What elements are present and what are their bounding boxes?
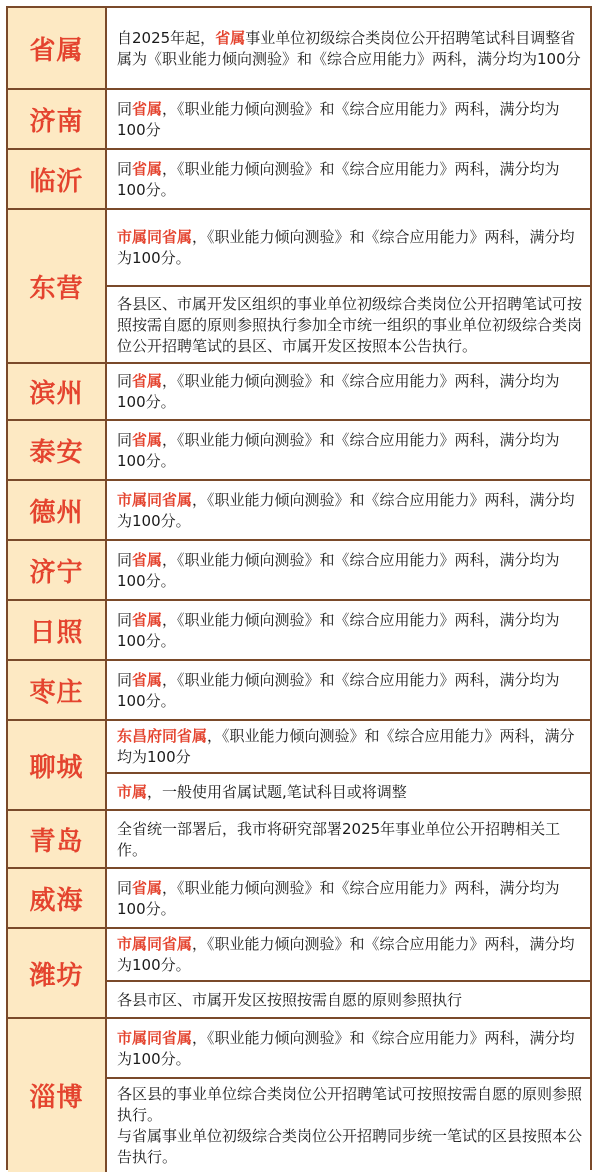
table-row [8, 8, 590, 90]
highlight-text: 省属 [132, 372, 163, 390]
content-cell [107, 8, 590, 88]
recruitment-table [6, 6, 592, 1170]
body-text: 事业单位初级综合类岗位公开招聘笔试科目调整省属为《职业能力倾向测验》和《综合应用能力》两科，满分均为100分 [117, 28, 581, 68]
city-label: 威海 [8, 869, 107, 927]
body-text: 各区县的事业单位综合类岗位公开招聘笔试可按照按需自愿的原则参照执行。 [117, 1085, 583, 1124]
content-cell [107, 661, 590, 719]
body-text: 同 [117, 878, 133, 897]
highlight-text: 省属 [132, 159, 163, 178]
body-text: 同 [117, 430, 133, 449]
row-content [107, 8, 590, 88]
body-text: 同 [117, 372, 133, 390]
row-content [107, 90, 590, 148]
highlight-text: 省属 [132, 550, 163, 569]
highlight-text: 市属同省属 [117, 490, 193, 509]
city-label: 省属 [8, 8, 107, 88]
body-text: 各县区、市属开发区组织的事业单位初级综合类岗位公开招聘笔试可按照按需自愿的原则参照执行参加全市统一组织的事业单位初级综合类岗位公开招聘笔试的县区、市属开发区按照本公告执行。 [117, 294, 583, 355]
table-row [8, 811, 590, 869]
body-text: 同 [117, 159, 133, 178]
city-label: 青岛 [8, 811, 107, 867]
table-row [8, 601, 590, 661]
highlight-text: 省属 [132, 610, 163, 629]
table-row [8, 721, 590, 811]
body-text: ，《职业能力倾向测验》和《综合应用能力》两科，满分均为100分 [117, 727, 575, 766]
content-cell [107, 210, 590, 285]
content-cell [107, 364, 590, 419]
city-label: 泰安 [8, 421, 107, 479]
content-cell [107, 541, 590, 599]
body-text: ，《职业能力倾向测验》和《综合应用能力》两科，满分均为100分。 [117, 1028, 575, 1068]
content-cell [107, 481, 590, 539]
body-text: 各县市区、市属开发区按照按需自愿的原则参照执行 [117, 990, 463, 1009]
body-text: 自2025年起， [117, 28, 216, 47]
body-text: 同 [117, 550, 133, 569]
content-cell [107, 772, 590, 809]
body-text: 同 [117, 670, 133, 689]
row-content [107, 421, 590, 479]
body-text: ，《职业能力倾向测验》和《综合应用能力》两科，满分均为100分。 [117, 228, 575, 267]
content-cell [107, 150, 590, 208]
body-text: 全省统一部署后，我市将研究部署2025年事业单位公开招聘相关工作。 [117, 819, 561, 859]
table-row [8, 150, 590, 210]
table-row [8, 929, 590, 1019]
content-cell [107, 1019, 590, 1077]
content-cell [107, 980, 590, 1017]
content-cell [107, 285, 590, 362]
body-text: ，《职业能力倾向测验》和《综合应用能力》两科，满分均为100分。 [117, 878, 560, 918]
body-text: ，《职业能力倾向测验》和《综合应用能力》两科，满分均为100分 [117, 99, 560, 139]
body-text: ，《职业能力倾向测验》和《综合应用能力》两科，满分均为100分。 [117, 610, 560, 650]
highlight-text: 市属同省属 [117, 935, 193, 953]
content-cell [107, 90, 590, 148]
content-cell [107, 811, 590, 867]
body-text: ，《职业能力倾向测验》和《综合应用能力》两科，满分均为100分。 [117, 550, 560, 590]
row-content [107, 811, 590, 867]
body-text: ，《职业能力倾向测验》和《综合应用能力》两科，满分均为100分。 [117, 935, 575, 974]
highlight-text: 省属 [132, 670, 163, 689]
row-content [107, 541, 590, 599]
row-content [107, 210, 590, 362]
table-row [8, 541, 590, 601]
table-row [8, 661, 590, 721]
content-cell [107, 601, 590, 659]
row-content [107, 869, 590, 927]
body-text: ，《职业能力倾向测验》和《综合应用能力》两科，满分均为100分。 [117, 159, 560, 199]
body-text: ，《职业能力倾向测验》和《综合应用能力》两科，满分均为100分。 [117, 490, 575, 530]
highlight-text: 市属同省属 [117, 1028, 193, 1047]
row-content [107, 601, 590, 659]
content-cell [107, 421, 590, 479]
content-cell [107, 1077, 590, 1172]
highlight-text: 省属 [215, 28, 246, 47]
city-label: 枣庄 [8, 661, 107, 719]
content-cell [107, 929, 590, 980]
highlight-text: 东昌府同省属 [117, 727, 208, 745]
city-label: 临沂 [8, 150, 107, 208]
body-text: ，一般使用省属试题,笔试科目或将调整 [147, 782, 407, 801]
highlight-text: 省属 [132, 430, 163, 449]
row-content [107, 150, 590, 208]
table-row [8, 869, 590, 929]
city-label: 聊城 [8, 721, 107, 809]
highlight-text: 省属 [132, 99, 163, 118]
content-cell [107, 869, 590, 927]
table-row [8, 481, 590, 541]
city-label: 日照 [8, 601, 107, 659]
city-label: 东营 [8, 210, 107, 362]
highlight-text: 市属同省属 [117, 228, 193, 246]
body-text: ，《职业能力倾向测验》和《综合应用能力》两科，满分均为100分。 [117, 670, 560, 710]
city-label: 德州 [8, 481, 107, 539]
city-label: 济宁 [8, 541, 107, 599]
city-label: 济南 [8, 90, 107, 148]
body-text: 同 [117, 99, 133, 118]
body-text: 同 [117, 610, 133, 629]
row-content [107, 661, 590, 719]
row-content [107, 929, 590, 1017]
city-label: 潍坊 [8, 929, 107, 1017]
row-content [107, 481, 590, 539]
row-content [107, 1019, 590, 1172]
table-row [8, 90, 590, 150]
body-text: 与省属事业单位初级综合类岗位公开招聘同步统一笔试的区县按照本公告执行。 [117, 1127, 583, 1166]
table-row [8, 1019, 590, 1172]
highlight-text: 省属 [132, 878, 163, 897]
table-row [8, 421, 590, 481]
body-text: ，《职业能力倾向测验》和《综合应用能力》两科，满分均为100分。 [117, 430, 560, 470]
table-row [8, 210, 590, 364]
table-row [8, 364, 590, 421]
body-text: ，《职业能力倾向测验》和《综合应用能力》两科，满分均为100分。 [117, 372, 560, 411]
city-label: 滨州 [8, 364, 107, 419]
city-label: 淄博 [8, 1019, 107, 1172]
highlight-text: 市属 [117, 782, 148, 801]
content-cell [107, 721, 590, 772]
row-content [107, 364, 590, 419]
row-content [107, 721, 590, 809]
